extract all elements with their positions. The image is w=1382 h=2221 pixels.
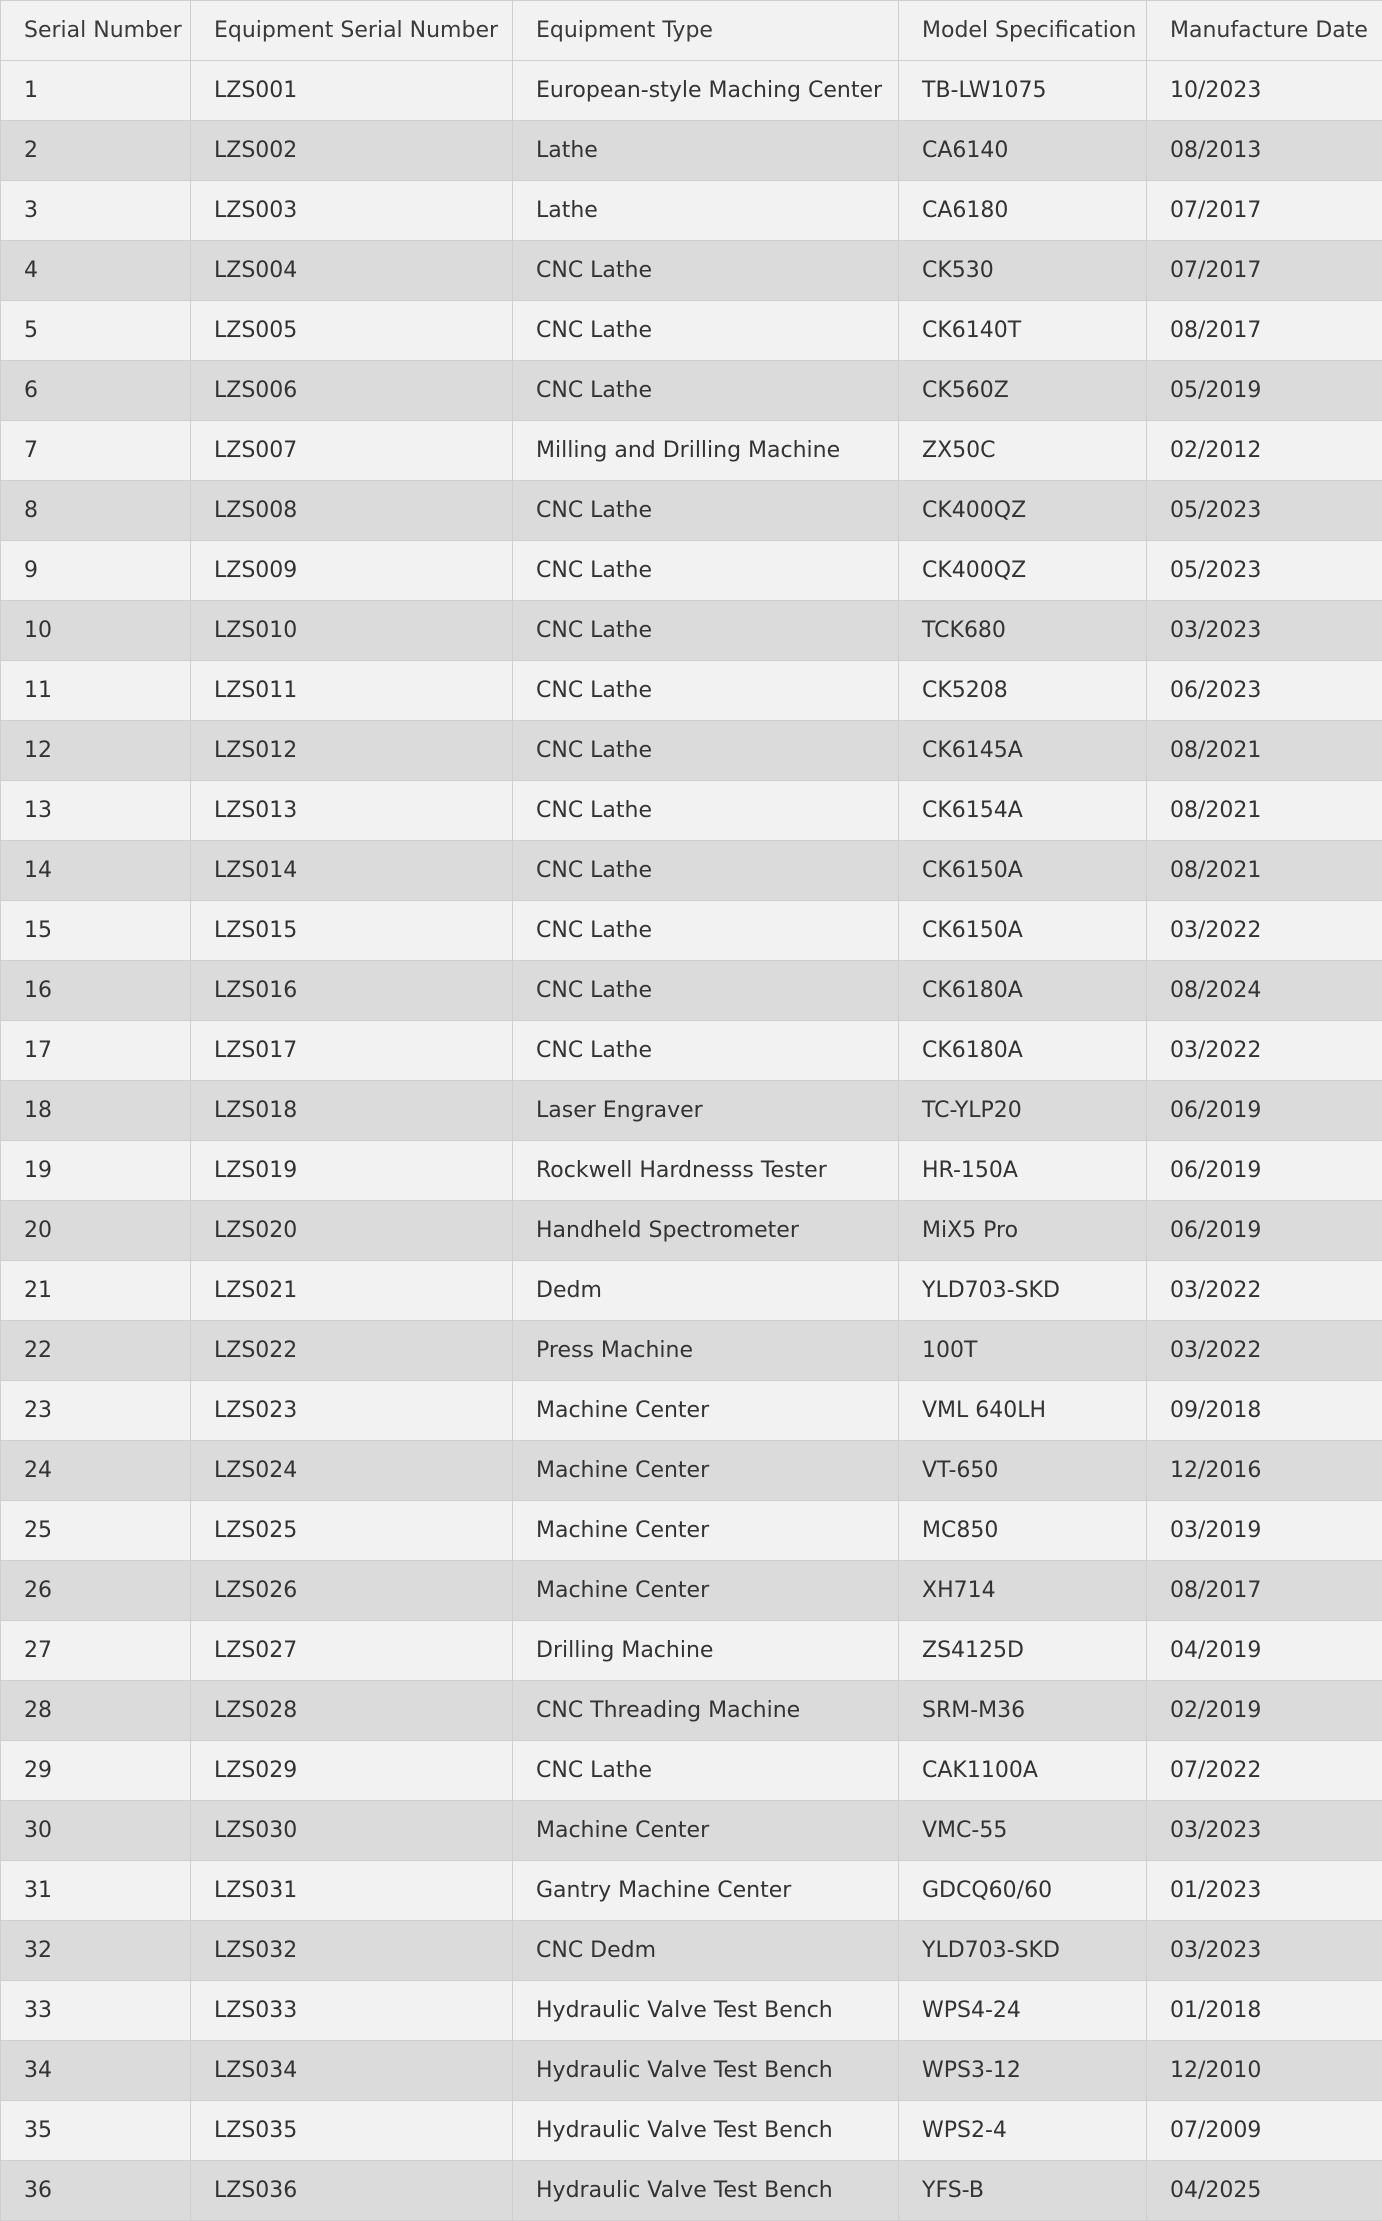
cell-equipment-serial-number: LZS012 [191, 721, 513, 781]
cell-serial-number: 4 [1, 241, 191, 301]
cell-equipment-serial-number: LZS033 [191, 1981, 513, 2041]
cell-equipment-serial-number: LZS004 [191, 241, 513, 301]
cell-serial-number: 29 [1, 1741, 191, 1801]
cell-manufacture-date: 03/2022 [1147, 1021, 1382, 1081]
cell-equipment-type: CNC Lathe [513, 301, 899, 361]
cell-equipment-serial-number: LZS003 [191, 181, 513, 241]
cell-model-specification: CK400QZ [899, 481, 1147, 541]
cell-model-specification: CA6140 [899, 121, 1147, 181]
cell-equipment-serial-number: LZS032 [191, 1921, 513, 1981]
table-row [1, 1501, 1382, 1561]
cell-equipment-type: Gantry Machine Center [513, 1861, 899, 1921]
table-row [1, 1441, 1382, 1501]
table-row [1, 1141, 1382, 1201]
cell-manufacture-date: 02/2012 [1147, 421, 1382, 481]
cell-serial-number: 32 [1, 1921, 191, 1981]
cell-equipment-serial-number: LZS014 [191, 841, 513, 901]
table-row [1, 361, 1382, 421]
cell-equipment-serial-number: LZS007 [191, 421, 513, 481]
cell-manufacture-date: 07/2017 [1147, 241, 1382, 301]
cell-serial-number: 21 [1, 1261, 191, 1321]
table-row [1, 541, 1382, 601]
table-row [1, 1741, 1382, 1801]
cell-equipment-type: Lathe [513, 181, 899, 241]
cell-equipment-type: Hydraulic Valve Test Bench [513, 2101, 899, 2161]
cell-serial-number: 8 [1, 481, 191, 541]
cell-manufacture-date: 08/2013 [1147, 121, 1382, 181]
table-body [1, 61, 1382, 2221]
table-row [1, 721, 1382, 781]
cell-serial-number: 16 [1, 961, 191, 1021]
cell-manufacture-date: 05/2019 [1147, 361, 1382, 421]
cell-equipment-type: CNC Dedm [513, 1921, 899, 1981]
table-row [1, 1381, 1382, 1441]
table-row [1, 1921, 1382, 1981]
cell-serial-number: 10 [1, 601, 191, 661]
cell-equipment-type: CNC Lathe [513, 1021, 899, 1081]
cell-equipment-serial-number: LZS030 [191, 1801, 513, 1861]
cell-model-specification: CK6150A [899, 901, 1147, 961]
cell-equipment-type: Press Machine [513, 1321, 899, 1381]
cell-manufacture-date: 01/2018 [1147, 1981, 1382, 2041]
cell-model-specification: CK6180A [899, 961, 1147, 1021]
cell-equipment-serial-number: LZS025 [191, 1501, 513, 1561]
cell-manufacture-date: 04/2019 [1147, 1621, 1382, 1681]
cell-equipment-serial-number: LZS036 [191, 2161, 513, 2221]
cell-equipment-type: Machine Center [513, 1441, 899, 1501]
cell-serial-number: 31 [1, 1861, 191, 1921]
cell-model-specification: CA6180 [899, 181, 1147, 241]
table-row [1, 1621, 1382, 1681]
cell-equipment-type: CNC Lathe [513, 841, 899, 901]
cell-serial-number: 11 [1, 661, 191, 721]
table-row [1, 481, 1382, 541]
cell-model-specification: VMC-55 [899, 1801, 1147, 1861]
cell-equipment-type: Dedm [513, 1261, 899, 1321]
cell-serial-number: 5 [1, 301, 191, 361]
cell-serial-number: 24 [1, 1441, 191, 1501]
cell-serial-number: 14 [1, 841, 191, 901]
header-serial-number: Serial Number [1, 1, 191, 61]
table-row [1, 961, 1382, 1021]
cell-serial-number: 26 [1, 1561, 191, 1621]
cell-serial-number: 12 [1, 721, 191, 781]
table-row [1, 241, 1382, 301]
table-row [1, 601, 1382, 661]
cell-equipment-serial-number: LZS001 [191, 61, 513, 121]
cell-equipment-type: CNC Lathe [513, 661, 899, 721]
cell-model-specification: CK400QZ [899, 541, 1147, 601]
cell-manufacture-date: 07/2017 [1147, 181, 1382, 241]
cell-equipment-type: Machine Center [513, 1381, 899, 1441]
cell-equipment-serial-number: LZS028 [191, 1681, 513, 1741]
cell-equipment-type: CNC Lathe [513, 901, 899, 961]
cell-model-specification: WPS3-12 [899, 2041, 1147, 2101]
header-equipment-type: Equipment Type [513, 1, 899, 61]
cell-manufacture-date: 10/2023 [1147, 61, 1382, 121]
cell-equipment-serial-number: LZS006 [191, 361, 513, 421]
cell-equipment-serial-number: LZS009 [191, 541, 513, 601]
cell-equipment-type: CNC Lathe [513, 1741, 899, 1801]
cell-equipment-serial-number: LZS027 [191, 1621, 513, 1681]
cell-manufacture-date: 06/2019 [1147, 1141, 1382, 1201]
cell-serial-number: 17 [1, 1021, 191, 1081]
table-row [1, 61, 1382, 121]
cell-model-specification: YLD703-SKD [899, 1261, 1147, 1321]
cell-equipment-type: CNC Lathe [513, 241, 899, 301]
table-row [1, 901, 1382, 961]
cell-serial-number: 20 [1, 1201, 191, 1261]
table-row [1, 1981, 1382, 2041]
cell-manufacture-date: 05/2023 [1147, 481, 1382, 541]
table-row [1, 1801, 1382, 1861]
cell-model-specification: MiX5 Pro [899, 1201, 1147, 1261]
cell-equipment-type: Machine Center [513, 1501, 899, 1561]
cell-manufacture-date: 03/2022 [1147, 1321, 1382, 1381]
cell-manufacture-date: 07/2022 [1147, 1741, 1382, 1801]
cell-model-specification: YLD703-SKD [899, 1921, 1147, 1981]
cell-manufacture-date: 09/2018 [1147, 1381, 1382, 1441]
cell-equipment-serial-number: LZS016 [191, 961, 513, 1021]
cell-model-specification: CK560Z [899, 361, 1147, 421]
table-row [1, 661, 1382, 721]
cell-serial-number: 6 [1, 361, 191, 421]
cell-model-specification: CK5208 [899, 661, 1147, 721]
header-equipment-serial-number: Equipment Serial Number [191, 1, 513, 61]
cell-equipment-serial-number: LZS002 [191, 121, 513, 181]
cell-model-specification: ZX50C [899, 421, 1147, 481]
table-row [1, 421, 1382, 481]
cell-manufacture-date: 08/2021 [1147, 841, 1382, 901]
table-row [1, 1681, 1382, 1741]
cell-equipment-serial-number: LZS020 [191, 1201, 513, 1261]
cell-model-specification: MC850 [899, 1501, 1147, 1561]
cell-model-specification: CK6145A [899, 721, 1147, 781]
cell-serial-number: 25 [1, 1501, 191, 1561]
cell-equipment-serial-number: LZS015 [191, 901, 513, 961]
cell-model-specification: TCK680 [899, 601, 1147, 661]
header-manufacture-date: Manufacture Date [1147, 1, 1382, 61]
cell-serial-number: 36 [1, 2161, 191, 2221]
table-row [1, 2161, 1382, 2221]
cell-equipment-serial-number: LZS010 [191, 601, 513, 661]
cell-manufacture-date: 03/2022 [1147, 901, 1382, 961]
cell-manufacture-date: 08/2021 [1147, 721, 1382, 781]
header-row [1, 1, 1382, 61]
cell-equipment-type: Machine Center [513, 1561, 899, 1621]
cell-serial-number: 18 [1, 1081, 191, 1141]
cell-equipment-type: CNC Lathe [513, 541, 899, 601]
cell-serial-number: 30 [1, 1801, 191, 1861]
cell-equipment-type: CNC Lathe [513, 961, 899, 1021]
cell-model-specification: XH714 [899, 1561, 1147, 1621]
cell-serial-number: 19 [1, 1141, 191, 1201]
cell-equipment-type: Hydraulic Valve Test Bench [513, 2041, 899, 2101]
cell-serial-number: 15 [1, 901, 191, 961]
cell-manufacture-date: 03/2023 [1147, 1801, 1382, 1861]
cell-equipment-serial-number: LZS026 [191, 1561, 513, 1621]
cell-model-specification: CK6154A [899, 781, 1147, 841]
cell-manufacture-date: 06/2023 [1147, 661, 1382, 721]
cell-equipment-type: Lathe [513, 121, 899, 181]
cell-equipment-serial-number: LZS022 [191, 1321, 513, 1381]
cell-equipment-serial-number: LZS019 [191, 1141, 513, 1201]
cell-manufacture-date: 08/2021 [1147, 781, 1382, 841]
cell-model-specification: CAK1100A [899, 1741, 1147, 1801]
table-row [1, 1081, 1382, 1141]
cell-serial-number: 22 [1, 1321, 191, 1381]
cell-serial-number: 1 [1, 61, 191, 121]
table-row [1, 301, 1382, 361]
header-model-specification: Model Specification [899, 1, 1147, 61]
cell-manufacture-date: 06/2019 [1147, 1081, 1382, 1141]
cell-serial-number: 23 [1, 1381, 191, 1441]
cell-manufacture-date: 01/2023 [1147, 1861, 1382, 1921]
cell-equipment-serial-number: LZS005 [191, 301, 513, 361]
table-row [1, 1201, 1382, 1261]
cell-manufacture-date: 08/2017 [1147, 301, 1382, 361]
cell-equipment-type: CNC Lathe [513, 601, 899, 661]
cell-model-specification: CK6140T [899, 301, 1147, 361]
cell-serial-number: 7 [1, 421, 191, 481]
cell-equipment-type: CNC Lathe [513, 361, 899, 421]
cell-equipment-serial-number: LZS023 [191, 1381, 513, 1441]
cell-serial-number: 34 [1, 2041, 191, 2101]
cell-model-specification: HR-150A [899, 1141, 1147, 1201]
cell-equipment-type: Milling and Drilling Machine [513, 421, 899, 481]
cell-manufacture-date: 07/2009 [1147, 2101, 1382, 2161]
table-row [1, 1021, 1382, 1081]
cell-serial-number: 35 [1, 2101, 191, 2161]
cell-model-specification: YFS-B [899, 2161, 1147, 2221]
cell-model-specification: CK6150A [899, 841, 1147, 901]
table-row [1, 1261, 1382, 1321]
cell-model-specification: ZS4125D [899, 1621, 1147, 1681]
cell-manufacture-date: 08/2017 [1147, 1561, 1382, 1621]
cell-equipment-type: European-style Maching Center [513, 61, 899, 121]
cell-manufacture-date: 06/2019 [1147, 1201, 1382, 1261]
cell-equipment-serial-number: LZS029 [191, 1741, 513, 1801]
table-row [1, 1561, 1382, 1621]
cell-manufacture-date: 03/2023 [1147, 1921, 1382, 1981]
cell-equipment-type: Rockwell Hardnesss Tester [513, 1141, 899, 1201]
cell-equipment-serial-number: LZS021 [191, 1261, 513, 1321]
table-row [1, 121, 1382, 181]
cell-manufacture-date: 02/2019 [1147, 1681, 1382, 1741]
cell-equipment-type: Drilling Machine [513, 1621, 899, 1681]
cell-equipment-serial-number: LZS031 [191, 1861, 513, 1921]
table-row [1, 781, 1382, 841]
cell-model-specification: CK6180A [899, 1021, 1147, 1081]
cell-equipment-serial-number: LZS017 [191, 1021, 513, 1081]
cell-equipment-serial-number: LZS008 [191, 481, 513, 541]
cell-manufacture-date: 03/2019 [1147, 1501, 1382, 1561]
cell-serial-number: 27 [1, 1621, 191, 1681]
table-row [1, 1321, 1382, 1381]
cell-serial-number: 28 [1, 1681, 191, 1741]
cell-equipment-serial-number: LZS034 [191, 2041, 513, 2101]
cell-equipment-type: Handheld Spectrometer [513, 1201, 899, 1261]
table-row [1, 1861, 1382, 1921]
cell-manufacture-date: 05/2023 [1147, 541, 1382, 601]
cell-serial-number: 2 [1, 121, 191, 181]
cell-equipment-type: Hydraulic Valve Test Bench [513, 1981, 899, 2041]
cell-serial-number: 9 [1, 541, 191, 601]
cell-manufacture-date: 08/2024 [1147, 961, 1382, 1021]
cell-manufacture-date: 04/2025 [1147, 2161, 1382, 2221]
cell-equipment-type: CNC Lathe [513, 481, 899, 541]
cell-manufacture-date: 03/2022 [1147, 1261, 1382, 1321]
cell-model-specification: VT-650 [899, 1441, 1147, 1501]
cell-model-specification: CK530 [899, 241, 1147, 301]
cell-equipment-serial-number: LZS024 [191, 1441, 513, 1501]
cell-model-specification: TB-LW1075 [899, 61, 1147, 121]
table-header [1, 1, 1382, 61]
cell-serial-number: 33 [1, 1981, 191, 2041]
cell-equipment-serial-number: LZS011 [191, 661, 513, 721]
table-row [1, 2041, 1382, 2101]
cell-serial-number: 3 [1, 181, 191, 241]
cell-model-specification: SRM-M36 [899, 1681, 1147, 1741]
table-row [1, 181, 1382, 241]
cell-equipment-serial-number: LZS035 [191, 2101, 513, 2161]
table-row [1, 841, 1382, 901]
cell-manufacture-date: 03/2023 [1147, 601, 1382, 661]
cell-model-specification: WPS4-24 [899, 1981, 1147, 2041]
cell-model-specification: WPS2-4 [899, 2101, 1147, 2161]
cell-model-specification: 100T [899, 1321, 1147, 1381]
cell-equipment-type: CNC Lathe [513, 781, 899, 841]
cell-manufacture-date: 12/2016 [1147, 1441, 1382, 1501]
cell-equipment-type: Machine Center [513, 1801, 899, 1861]
cell-serial-number: 13 [1, 781, 191, 841]
cell-model-specification: VML 640LH [899, 1381, 1147, 1441]
cell-manufacture-date: 12/2010 [1147, 2041, 1382, 2101]
cell-model-specification: TC-YLP20 [899, 1081, 1147, 1141]
cell-equipment-serial-number: LZS018 [191, 1081, 513, 1141]
cell-equipment-type: Laser Engraver [513, 1081, 899, 1141]
cell-model-specification: GDCQ60/60 [899, 1861, 1147, 1921]
cell-equipment-serial-number: LZS013 [191, 781, 513, 841]
cell-equipment-type: CNC Lathe [513, 721, 899, 781]
cell-equipment-type: Hydraulic Valve Test Bench [513, 2161, 899, 2221]
cell-equipment-type: CNC Threading Machine [513, 1681, 899, 1741]
table-row [1, 2101, 1382, 2161]
